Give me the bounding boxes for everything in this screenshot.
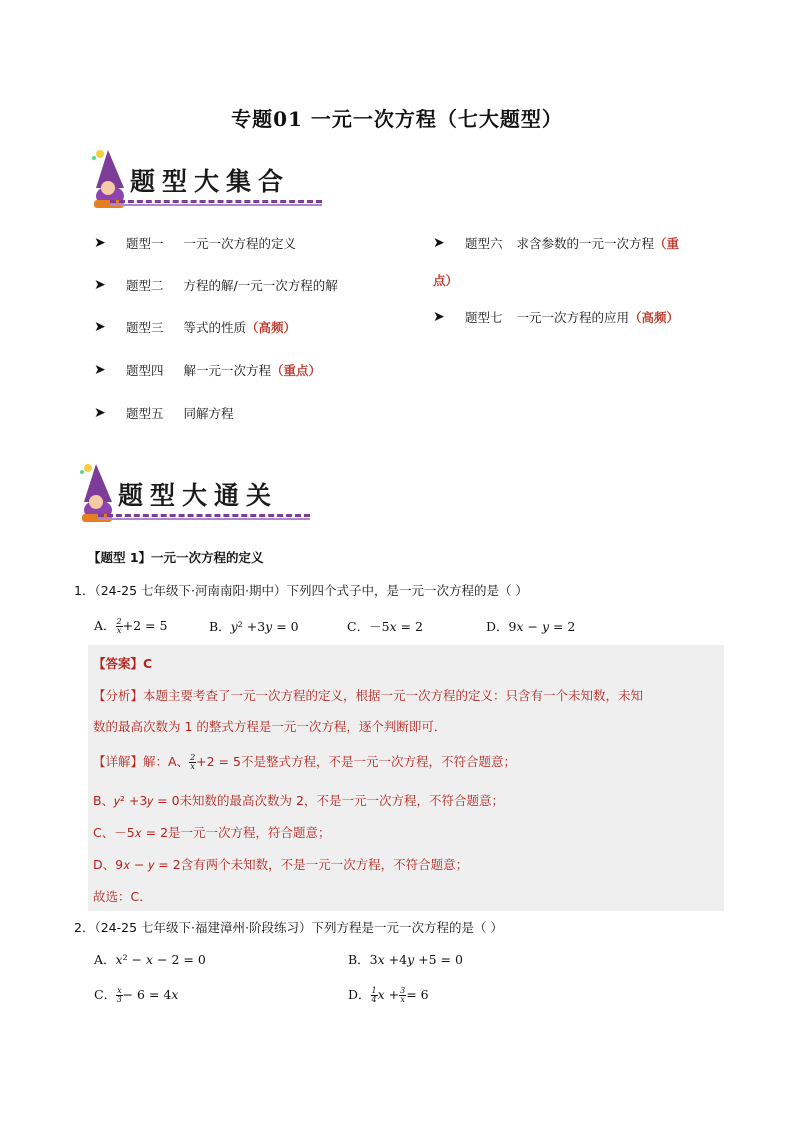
- option-label: C．: [94, 987, 117, 1002]
- fraction: [371, 987, 378, 1004]
- toc-text: 方程的解/一元一次方程的解: [183, 278, 338, 293]
- frac-num: 2: [116, 617, 122, 626]
- analysis-line-2: 数的最高次数为 1 的整式方程是一元一次方程，逐个判断即可．: [93, 719, 447, 734]
- toc-item-6: [433, 234, 679, 252]
- arrow-icon: ➤: [94, 362, 106, 378]
- frac-num: 𝑥: [117, 986, 122, 995]
- detail-line-d: D、9𝑥 − 𝑦 = 2含有两个未知数，不是一元一次方程，不符合题意；: [93, 857, 469, 872]
- frac-num: 1: [371, 986, 377, 995]
- toc-item-4: [94, 361, 321, 379]
- frac-den: 4: [371, 995, 377, 1004]
- banner-divider: [110, 200, 322, 203]
- q2-option-a: A．𝑥² − 𝑥 − 2 = 0: [94, 952, 206, 967]
- q1-option-a: [94, 616, 167, 635]
- option-text: 𝑥 +: [377, 987, 400, 1002]
- toc-item-3: [94, 318, 296, 336]
- arrow-icon: ➤: [433, 309, 445, 325]
- arrow-icon: ➤: [94, 277, 106, 293]
- q1-option-d: D．9𝑥 − 𝑦 = 2: [486, 619, 576, 634]
- toc-label: 题型四: [126, 363, 164, 378]
- toc-label: 题型一: [126, 236, 164, 251]
- toc-label: 题型七: [465, 310, 503, 325]
- section-heading: 【题型 1】一元一次方程的定义: [88, 550, 264, 565]
- toc-tag: （高频）: [246, 320, 297, 335]
- toc-label: 题型三: [126, 320, 164, 335]
- toc-label: 题型二: [126, 278, 164, 293]
- toc-tag: （高频）: [629, 310, 680, 325]
- banner-divider: [110, 204, 322, 206]
- toc-text: 同解方程: [183, 406, 234, 421]
- banner-text: 题型大集合: [130, 167, 291, 196]
- toc-tag: （重: [654, 236, 680, 251]
- toc-item-1: [94, 234, 296, 252]
- toc-item-2: [94, 276, 338, 294]
- section-banner-overview: [88, 148, 328, 218]
- answer-line: 【答案】C: [93, 656, 153, 671]
- banner-divider: [98, 514, 310, 517]
- option-text: +2 = 5: [122, 618, 168, 633]
- detail-line-b: B、𝑦² +3𝑦 = 0未知数的最高次数为 2，不是一元一次方程，不符合题意；: [93, 793, 504, 808]
- frac-den: 3: [116, 995, 122, 1004]
- question-2-stem: 2．（24-25 七年级下·福建漳州·阶段练习）下列方程是一元一次方程的是（ ）: [74, 920, 503, 935]
- fraction: [116, 618, 123, 635]
- question-1-stem: 1．（24-25 七年级下·河南南阳·期中）下列四个式子中，是一元一次方程的是（ ）: [74, 583, 528, 598]
- toc-item-5: [94, 404, 234, 422]
- detail-head: 【详解】解：A、: [93, 754, 190, 769]
- toc-text: 一元一次方程的定义: [183, 236, 297, 251]
- banner-divider: [98, 518, 310, 520]
- section-banner-practice: [76, 462, 316, 532]
- q1-option-c: C．－5𝑥 = 2: [347, 619, 423, 634]
- arrow-icon: ➤: [433, 235, 445, 251]
- detail-line-a: [93, 752, 516, 771]
- arrow-icon: ➤: [94, 235, 106, 251]
- arrow-icon: ➤: [94, 319, 106, 335]
- frac-num: 3: [400, 986, 406, 995]
- frac-num: 2: [190, 753, 196, 762]
- toc-tag: （重点）: [271, 363, 322, 378]
- choose-line: 故选：C．: [93, 889, 152, 904]
- toc-label: 题型六: [465, 236, 503, 251]
- toc-item-7: [433, 308, 679, 326]
- q1-option-b: B．𝑦² +3𝑦 = 0: [209, 619, 299, 634]
- toc-text: 解一元一次方程: [183, 363, 272, 378]
- toc-label: 题型五: [126, 406, 164, 421]
- analysis-line-1: 【分析】本题主要考查了一元一次方程的定义，根据一元一次方程的定义：只含有一个未知数，未知: [93, 688, 644, 703]
- toc-tag-continued: 点）: [433, 273, 459, 288]
- detail-line-c: C、－5𝑥 = 2是一元一次方程，符合题意；: [93, 825, 331, 840]
- arrow-icon: ➤: [94, 405, 106, 421]
- option-label: D．: [348, 987, 371, 1002]
- option-text: − 6 = 4𝑥: [122, 987, 179, 1002]
- toc-text: 等式的性质: [183, 320, 247, 335]
- toc-text: 求含参数的一元一次方程: [516, 236, 655, 251]
- detail-tail: +2 = 5不是整式方程，不是一元一次方程，不符合题意；: [196, 754, 516, 769]
- page-title: 专题01 一元一次方程（七大题型）: [231, 107, 563, 131]
- banner-text: 题型大通关: [118, 481, 279, 510]
- frac-den: 𝑥: [400, 995, 405, 1004]
- q2-option-c: [94, 985, 178, 1004]
- option-label: A．: [94, 618, 116, 633]
- q2-option-b: B．3𝑥 +4𝑦 +5 = 0: [348, 952, 463, 967]
- frac-den: 𝑥: [190, 762, 195, 771]
- option-text: = 6: [406, 987, 429, 1002]
- q2-option-d: [348, 985, 429, 1004]
- toc-text: 一元一次方程的应用: [516, 310, 630, 325]
- frac-den: 𝑥: [116, 626, 122, 635]
